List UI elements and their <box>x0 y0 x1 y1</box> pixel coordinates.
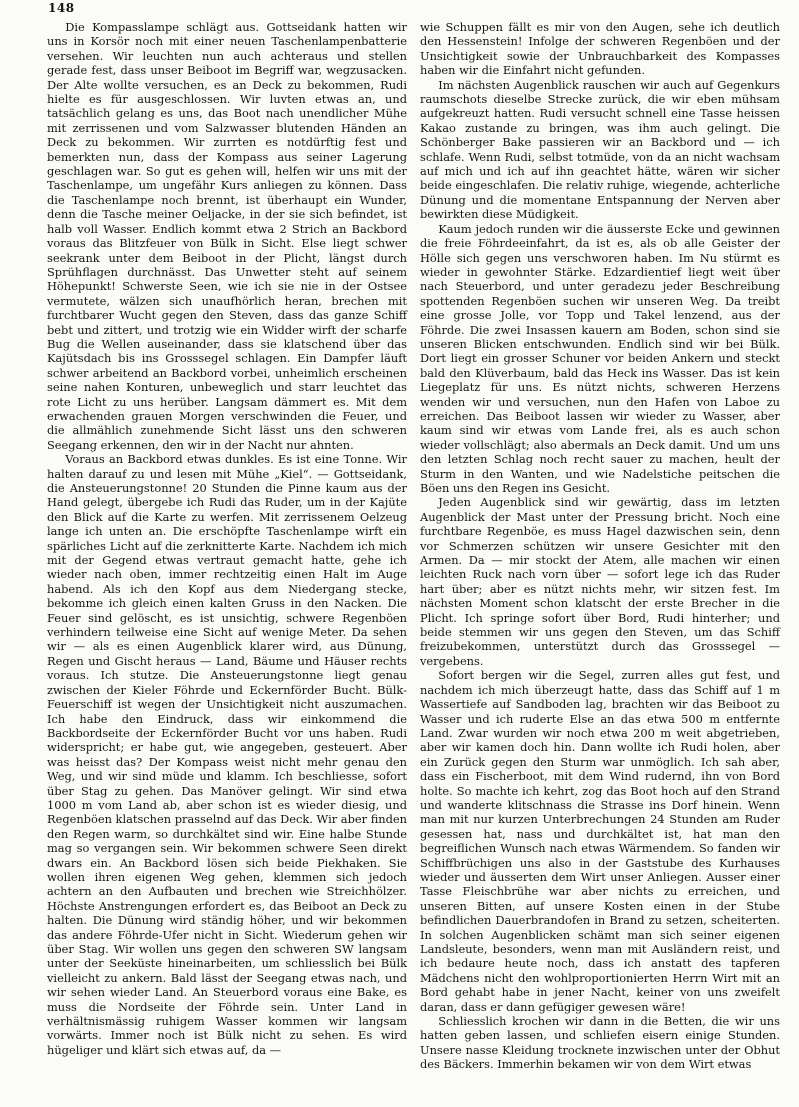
paragraph: Schliesslich krochen wir dann in die Betten, die wir uns hatten geben lassen, und schliefen eisern einige Stunden. Unsere nasse Kleidung trocknete inzwischen unter der Obhut des Bäckers. Immerhin bekamen wir von dem Wirt etwas <box>420 1014 780 1072</box>
paragraph: Voraus an Backbord etwas dunkles. Es ist eine Tonne. Wir halten darauf zu und lesen mit Mühe „Kiel“. — Gottseidank, die Ansteuerungstonne! 20 Stunden die Pinne kaum aus der Hand gelegt, übergebe ich Rudi das Ruder, um in der Kajüte den Blick auf die Karte zu werfen. Mit zerrissenem Oelzeug lange ich unten an. Die erschöpfte Taschenlampe wirft ein spärliches Licht auf die zerknitterte Karte. Nachdem ich mich mit der Gegend etwas vertraut gemacht hatte, gehe ich wieder nach oben, immer rechtzeitig einen Halt im Auge habend. Als ich den Kopf aus dem Niedergang stecke, bekomme ich gleich einen kalten Gruss in den Nacken. Die Feuer sind gelöscht, es ist unsichtig, schwere Regenböen verhindern teilweise eine Sicht auf wenige Meter. Da sehen wir — als es einen Augenblick klarer wird, aus Dünung, Regen und Gischt heraus — Land, Bäume und Häuser rechts voraus. Ich stutze. Die Ansteuerungstonne liegt genau zwischen der Kieler Föhrde und Eckernförder Bucht. Bülk-Feuerschiff ist wegen der Unsichtigkeit nicht auszumachen. Ich habe den Eindruck, dass wir einkommend die Backbordseite der Eckernförder Bucht vor uns haben. Rudi widerspricht; er habe gut, wie angegeben, gesteuert. Aber was heisst das? Der Kompass weist nicht mehr genau den Weg, und wir sind müde und klamm. Ich beschliesse, sofort über Stag zu gehen. Das Manöver gelingt. Wir sind etwa 1000 m vom Land ab, aber schon ist es wieder diesig, und Regenböen klatschen prasselnd auf das Deck. Wir aber finden den Regen warm, so durchkältet sind wir. Eine halbe Stunde mag so vergangen sein. Wir bekommen schwere Seen direkt dwars ein. An Backbord lösen sich beide Piekhaken. Sie wollen ihren eigenen Weg gehen, klemmen sich jedoch achtern an den Aufbauten und brechen wie Streichhölzer. Höchste Anstrengungen erfordert es, das Beiboot an Deck zu halten. Die Dünung wird ständig höher, und wir bekommen das andere Föhrde-Ufer nicht in Sicht. Wiederum gehen wir über Stag. Wir wollen uns gegen den schweren SW langsam unter der Seeküste hineinarbeiten, um schliesslich bei Bülk vielleicht zu ankern. Bald lässt der Seegang etwas nach, und wir sehen wieder Land. An Steuerbord voraus eine Bake, es muss die Nordseite der Föhrde sein. Unter Land in verhältnismässig ruhigem Wasser kommen wir langsam vorwärts. Immer noch ist Bülk nicht zu sehen. Es wird hügeliger und klärt sich etwas auf, da — <box>47 452 407 1057</box>
page-number: 148 <box>48 1 75 15</box>
paragraph: Im nächsten Augenblick rauschen wir auch auf Gegenkurs raumschots dieselbe Strecke zurück, die wir eben mühsam aufgekreuzt hatten. Rudi versucht schnell eine Tasse heissen Kakao zustande zu bringen, was ihm auch gelingt. Die Schönberger Bake passieren wir an Backbord und — ich schlafe. Wenn Rudi, selbst totmüde, von da an nicht wachsam auf mich und ich auf ihn geachtet hätte, wären wir sicher beide eingeschlafen. Die relativ ruhige, wiegende, achterliche Dünung und die momentane Entspannung der Nerven aber bewirkten diese Müdigkeit. <box>420 77 780 222</box>
left-column <box>47 20 407 1057</box>
paragraph: wie Schuppen fällt es mir von den Augen, sehe ich deutlich den Hessenstein! Infolge der schweren Regenböen und der Unsichtigkeit sowie der Unbrauchbarkeit des Kompasses haben wir die Einfahrt nicht gefunden. <box>420 20 780 78</box>
paragraph: Die Kompasslampe schlägt aus. Gottseidank hatten wir uns in Korsör noch mit einer neuen Taschenlampenbatterie versehen. Wir leuchten nun auch achteraus und stellen gerade fest, dass unser Beiboot im Begriff war, wegzusacken. Der Alte wollte versuchen, es an Deck zu bekommen, Rudi hielte es für ausgeschlossen. Wir luvten etwas an, und tatsächlich gelang es uns, das Boot nach unendlicher Mühe mit zerrissenen und vom Salzwasser blutenden Händen an Deck zu bekommen. Wir zurrten es notdürftig fest und bemerkten nun, dass der Kompass aus seiner Lagerung geschlagen war. So gut es gehen will, helfen wir uns mit der Taschenlampe, um ungefähr Kurs anliegen zu können. Dass die Taschenlampe noch brennt, ist überhaupt ein Wunder, denn die Tasche meiner Oeljacke, in der sie sich befindet, ist halb voll Wasser. Endlich kommt etwa 2 Strich an Backbord voraus das Blitzfeuer von Bülk in Sicht. Else liegt schwer seekrank unter dem Beiboot in der Plicht, längst durch Sprühflagen durchnässt. Das Unwetter steht auf seinem Höhepunkt! Schwerste Seen, wie ich sie nie in der Ostsee vermutete, wälzen sich unaufhörlich heran, brechen mit furchtbarer Wucht gegen den Steven, dass das ganze Schiff bebt und zittert, und trotzig wie ein Widder wirft der scharfe Bug die Wellen auseinander, dass sie klatschend über das Kajütsdach bis ins Grosssegel schlagen. Ein Dampfer läuft schwer arbeitend an Backbord vorbei, unheimlich erscheinen seine nahen Konturen, unbeweglich und starr leuchtet das rote Licht zu uns herüber. Langsam dämmert es. Mit dem erwachenden grauen Morgen verschwinden die Feuer, und die allmählich zunehmende Sicht lässt uns den schweren Seegang erkennen, den wir in der Nacht nur ahnten. <box>47 20 407 452</box>
paragraph: Jeden Augenblick sind wir gewärtig, dass im letzten Augenblick der Mast unter der Pressung bricht. Noch eine furchtbare Regenböe, es muss Hagel dazwischen sein, denn vor Schmerzen schützen wir unsere Gesichter mit den Armen. Da — mir stockt der Atem, alle machen wir einen leichten Ruck nach vorn über — sofort lege ich das Ruder hart über; aber es nützt nichts mehr, wir sitzen fest. Im nächsten Moment schon klatscht der erste Brecher in die Plicht. Ich springe sofort über Bord, Rudi hinterher; und beide stemmen wir uns gegen den Steven, um das Schiff freizubekommen, unterstützt durch das Grosssegel — vergebens. <box>420 495 780 668</box>
paragraph: Sofort bergen wir die Segel, zurren alles gut fest, und nachdem ich mich überzeugt hatte, dass das Schiff auf 1 m Wassertiefe auf Sandboden lag, brachten wir das Beiboot zu Wasser und ich ruderte Else an das etwa 500 m entfernte Land. Zwar wurden wir noch etwa 200 m weit abgetrieben, aber wir kamen doch hin. Dann wollte ich Rudi holen, aber ein Zurück gegen den Sturm war unmöglich. Ich sah aber, dass ein Fischerboot, mit dem Wind rudernd, ihn von Bord holte. So machte ich kehrt, zog das Boot hoch auf den Strand und wanderte klitschnass die Strasse ins Dorf hinein. Wenn man mit nur kurzen Unterbrechungen 24 Stunden am Ruder gesessen hat, nass und durchkältet ist, hat man den begreiflichen Wunsch nach etwas Wärmendem. So fanden wir Schiffbrüchigen uns also in der Gaststube des Kurhauses wieder und äusserten dem Wirt unser Anliegen. Ausser einer Tasse Fleischbrühe war aber nichts zu erreichen, und unseren Bitten, auf unsere Kosten einen in der Stube befindlichen Dauerbrandofen in Brand zu setzen, scheiterten. In solchen Augenblicken schämt man sich seiner eigenen Landsleute, besonders, wenn man mit Ausländern reist, und ich bedaure heute noch, dass ich anstatt des tapferen Mädchens nicht den wohlproportionierten Herrn Wirt mit an Bord gehabt habe in jener Nacht, keiner von uns zweifelt daran, dass er dann gefügiger gewesen wäre! <box>420 668 780 1014</box>
paragraph: Kaum jedoch runden wir die äusserste Ecke und gewinnen die freie Föhrdeeinfahrt, da ist es, als ob alle Geister der Hölle sich gegen uns verschworen haben. Im Nu stürmt es wieder in gewohnter Stärke. Edzardientief liegt weit über nach Steuerbord, und unter geradezu jeder Beschreibung spottenden Regenböen suchen wir unseren Weg. Da treibt eine grosse Jolle, vor Topp und Takel lenzend, aus der Föhrde. Die zwei Insassen kauern am Boden, schon sind sie unseren Blicken entschwunden. Endlich sind wir bei Bülk. Dort liegt ein grosser Schuner vor beiden Ankern und steckt bald den Klüverbaum, bald das Heck ins Wasser. Das ist kein Liegeplatz für uns. Es nützt nichts, schweren Herzens wenden wir und versuchen, nun den Hafen von Laboe zu erreichen. Das Beiboot lassen wir wieder zu Wasser, aber kaum sind wir etwas vom Lande frei, als es auch schon wieder vollschlägt; also abermals an Deck damit. Und um uns den letzten Schlag noch recht sauer zu machen, heult der Sturm in den Wanten, und wie Nadelstiche peitschen die Böen uns den Regen ins Gesicht. <box>420 221 780 495</box>
right-column <box>420 20 780 1072</box>
